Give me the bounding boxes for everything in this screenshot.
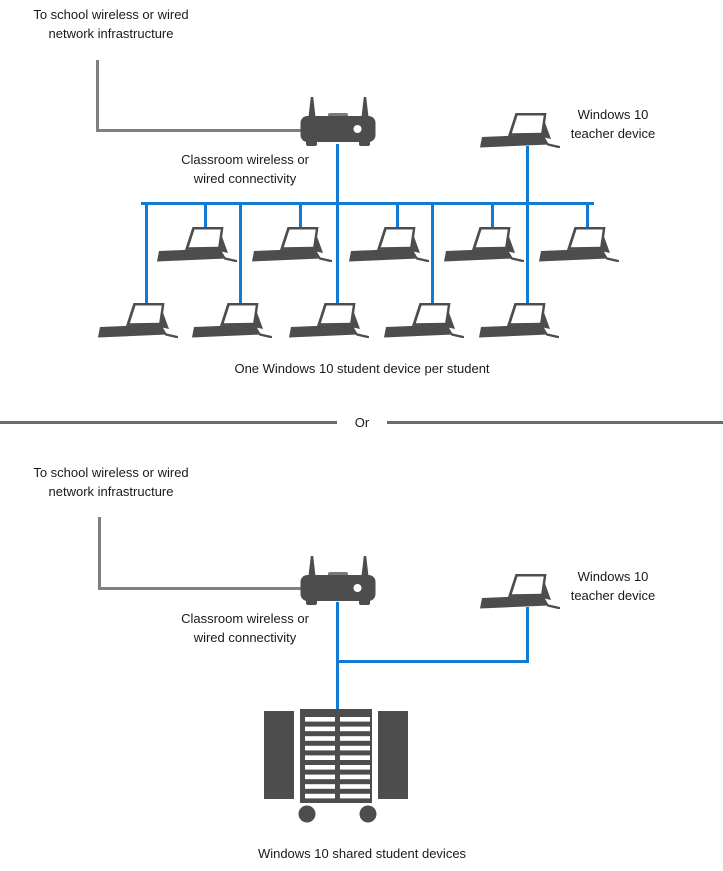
student-device-icon	[98, 302, 178, 338]
student-device-icon	[384, 302, 464, 338]
classroom-label-bottom-line1: Classroom wireless or	[181, 611, 309, 626]
student-drop-line	[526, 203, 529, 304]
teacher-device-icon-bottom	[480, 573, 560, 609]
teacher-drop-vertical-bottom	[526, 607, 529, 663]
classroom-label-top-line1: Classroom wireless or	[181, 152, 309, 167]
wireless-router-icon	[300, 556, 376, 606]
student-device-icon	[157, 226, 237, 262]
teacher-label-bottom-line2: teacher device	[570, 588, 656, 603]
student-drop-line	[145, 203, 148, 304]
student-device-icon	[192, 302, 272, 338]
teacher-drop-line-top	[526, 146, 529, 205]
router-drop-line-bottom	[336, 602, 339, 710]
classroom-label-top-line2: wired connectivity	[193, 171, 297, 186]
infrastructure-label-top-line1: To school wireless or wired	[33, 7, 189, 22]
infra-connector-horizontal-top	[96, 129, 301, 132]
student-drop-line	[299, 203, 302, 228]
infrastructure-label-top	[11, 5, 211, 43]
router-drop-line-top	[336, 144, 339, 205]
student-device-icon	[444, 226, 524, 262]
teacher-drop-horizontal-bottom	[336, 660, 529, 663]
teacher-label-top-line1: Windows 10	[577, 107, 649, 122]
student-device-icon	[252, 226, 332, 262]
infra-connector-vertical-top	[96, 60, 99, 132]
student-device-icon	[479, 302, 559, 338]
infrastructure-label-bottom-line1: To school wireless or wired	[33, 465, 189, 480]
teacher-label-bottom	[563, 567, 663, 605]
divider-line-left	[0, 421, 337, 424]
student-drop-line	[239, 203, 242, 304]
student-drop-line	[396, 203, 399, 228]
student-drop-line	[204, 203, 207, 228]
classroom-label-top	[170, 150, 320, 188]
infrastructure-label-bottom	[11, 463, 211, 501]
teacher-label-top-line2: teacher device	[570, 126, 656, 141]
infrastructure-label-bottom-line2: network infrastructure	[48, 484, 174, 499]
student-device-icon	[539, 226, 619, 262]
student-drop-line	[431, 203, 434, 304]
student-device-icon	[289, 302, 369, 338]
classroom-label-bottom	[170, 609, 320, 647]
infra-connector-vertical-bottom	[98, 517, 101, 589]
teacher-label-bottom-line1: Windows 10	[577, 569, 649, 584]
student-drop-line	[491, 203, 494, 228]
caption-one-device-per-student: One Windows 10 student device per student	[234, 361, 490, 376]
student-drop-line	[336, 203, 339, 304]
infrastructure-label-top-line2: network infrastructure	[48, 26, 174, 41]
infra-connector-horizontal-bottom	[98, 587, 301, 590]
teacher-label-top	[563, 105, 663, 143]
student-drop-line	[586, 203, 589, 228]
teacher-device-icon-top	[480, 112, 560, 148]
device-cart-icon	[264, 709, 410, 823]
student-device-icon	[349, 226, 429, 262]
classroom-label-bottom-line2: wired connectivity	[193, 630, 297, 645]
caption-shared-devices: Windows 10 shared student devices	[257, 846, 467, 861]
divider-or-label: Or	[354, 415, 370, 430]
divider-line-right	[387, 421, 723, 424]
wireless-router-icon	[300, 97, 376, 147]
